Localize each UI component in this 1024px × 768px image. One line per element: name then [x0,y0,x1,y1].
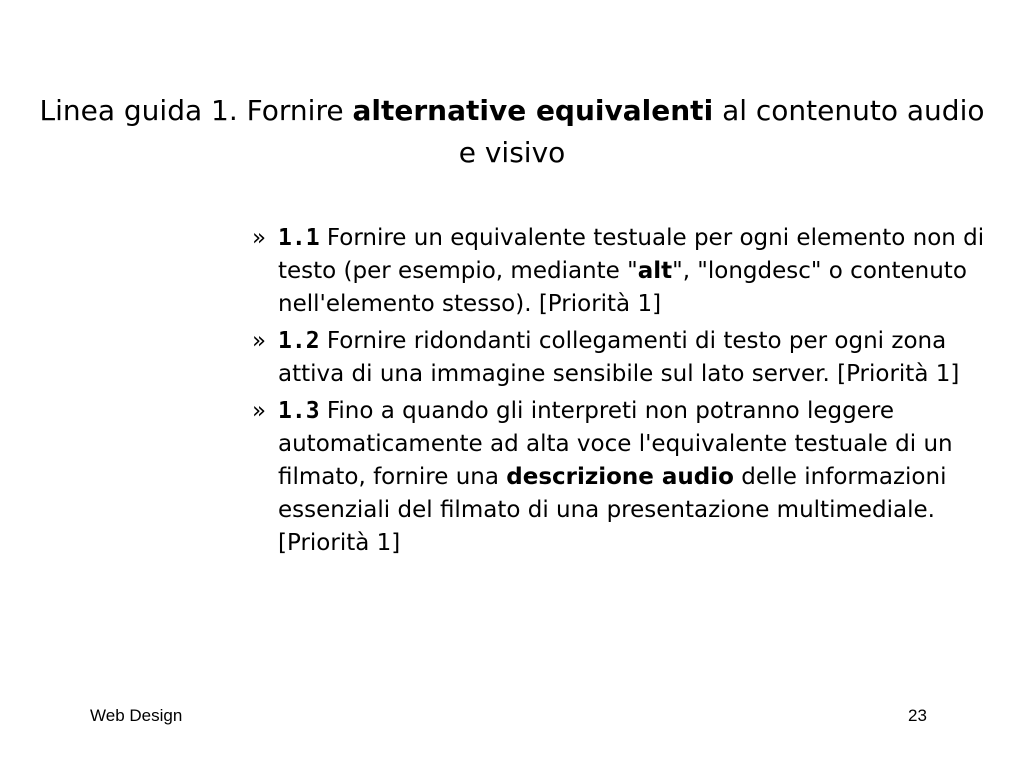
slide-number: 23 [908,706,927,725]
guideline-number: 1.2 [278,328,320,354]
bullet-marker: » [252,225,267,251]
guideline-list [248,222,988,564]
slide-title [30,90,994,174]
guideline-number: 1.3 [278,398,320,424]
guideline-text-cont: delle informazioni essenziali del filmato di una presentazione multimediale. [Priorità 1] [278,464,947,556]
guideline-text-cont: ", "longdesc" o contenuto nell'elemento stesso). [Priorità 1] [278,258,967,317]
guideline-emphasis: descrizione audio [506,464,734,490]
guideline-number: 1.1 [278,225,320,251]
guideline-item-1-2 [248,325,988,391]
guideline-text: Fornire ridondanti collegamenti di testo per ogni zona attiva di una immagine sensibile sul lato server. [Priorità 1] [278,328,960,387]
guideline-item-1-1 [248,222,988,321]
guideline-item-1-3 [248,395,988,560]
guideline-text: Fornire un equivalente testuale per ogni elemento non di testo (per esempio, mediante " [278,225,985,284]
guideline-text: Fino a quando gli interpreti non potranno leggere automaticamente ad alta voce l'equivalente testuale di un filmato, fornire una [278,398,953,490]
title-text-2: al contenuto audio e visivo [458,94,985,169]
bullet-marker: » [252,328,267,354]
footer-course-name: Web Design [90,706,183,725]
title-text-1: Linea guida 1. Fornire [39,94,353,127]
guideline-emphasis: alt [637,258,673,284]
bullet-marker: » [252,398,267,424]
title-emphasis: alternative equivalenti [352,94,714,127]
